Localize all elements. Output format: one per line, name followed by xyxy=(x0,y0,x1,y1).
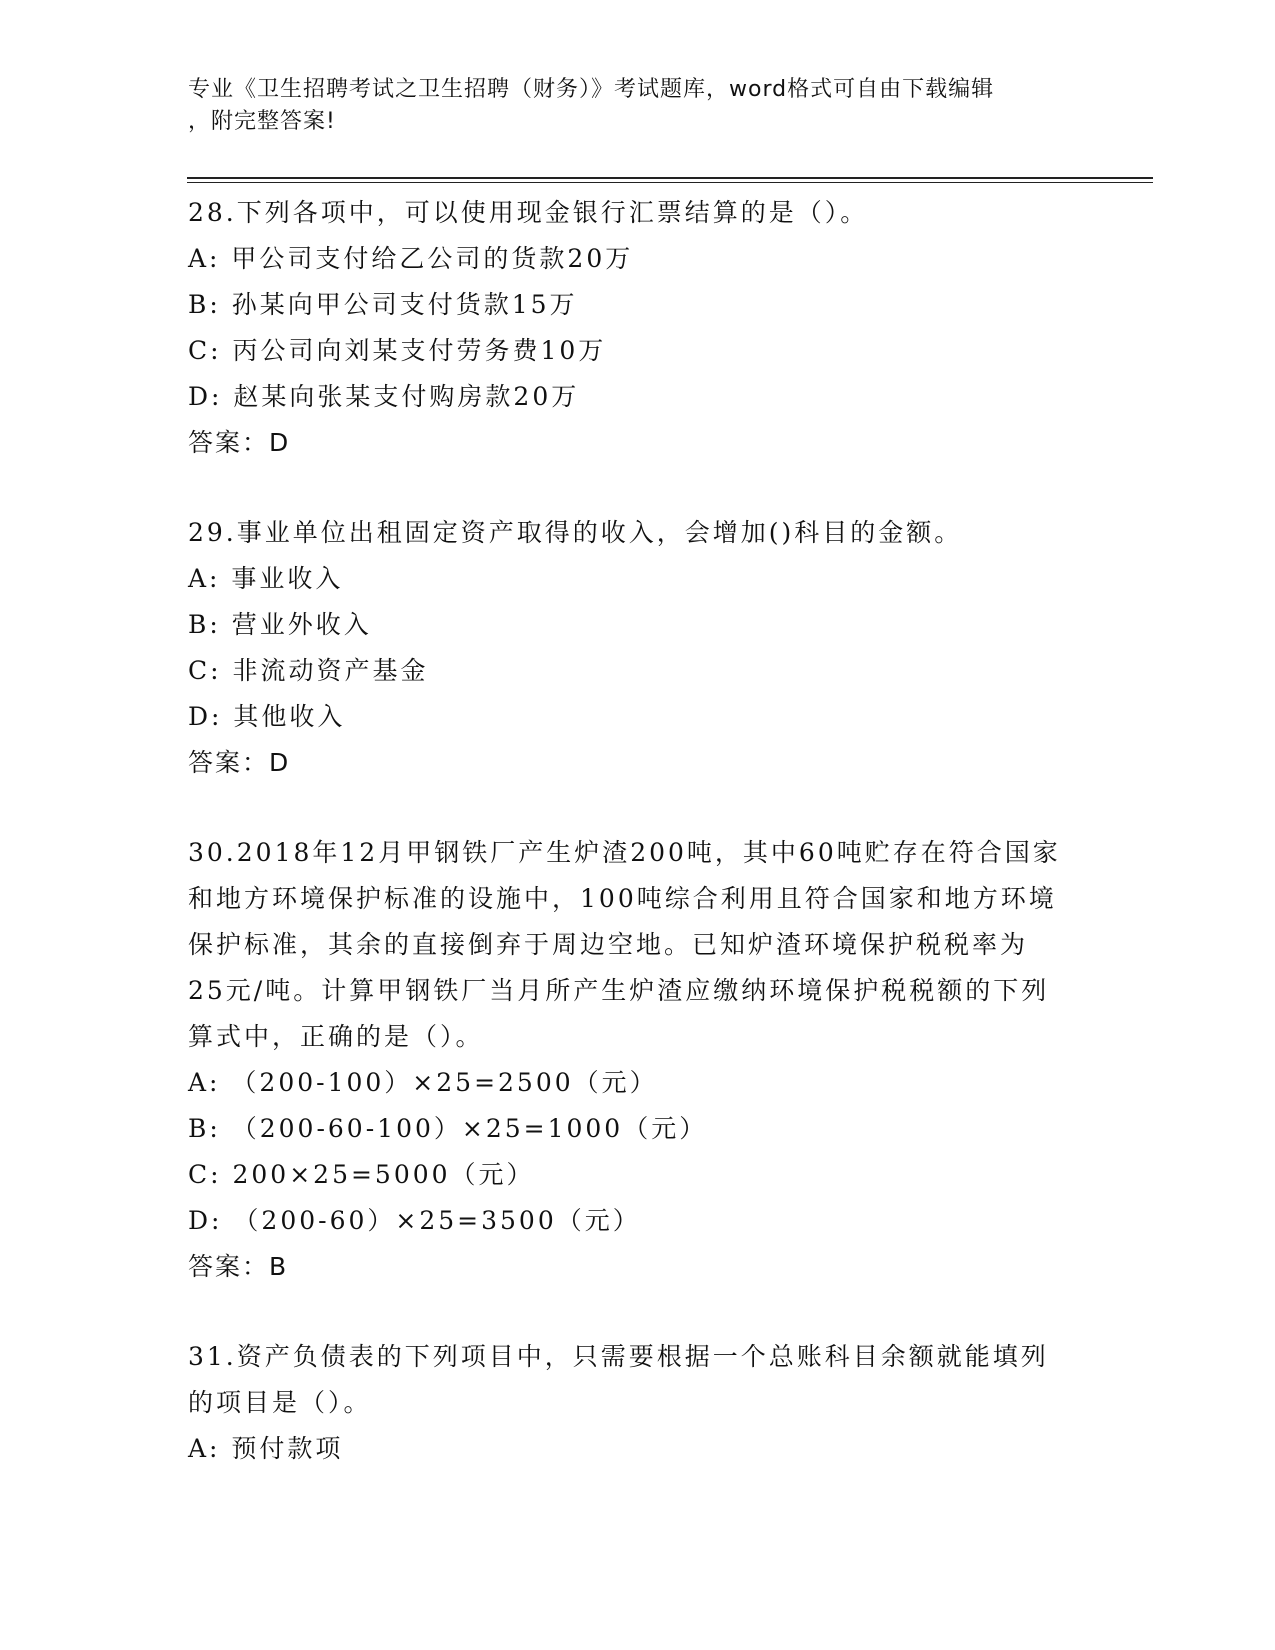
document-header xyxy=(188,74,1068,138)
option-d: D: 其他收入 xyxy=(188,702,346,731)
question-29 xyxy=(188,510,1088,786)
option-c: C: 丙公司向刘某支付劳务费10万 xyxy=(188,336,607,365)
option-c: C: 非流动资产基金 xyxy=(188,656,429,685)
spacer xyxy=(188,786,1088,830)
header-divider-thick xyxy=(187,177,1153,179)
question-31 xyxy=(188,1334,1088,1472)
spacer xyxy=(188,466,1088,510)
option-b: B: 孙某向甲公司支付货款15万 xyxy=(188,290,578,319)
option-a: A: 事业收入 xyxy=(188,564,344,593)
question-30 xyxy=(188,830,1088,1290)
question-stem-line-3: 保护标准，其余的直接倒弃于周边空地。已知炉渣环境保护税税率为 xyxy=(188,930,1029,959)
option-b: B: 营业外收入 xyxy=(188,610,372,639)
question-28 xyxy=(188,190,1088,466)
question-stem: 28.下列各项中，可以使用现金银行汇票结算的是（）。 xyxy=(188,198,869,227)
option-c: C: 200×25=5000（元） xyxy=(188,1160,535,1189)
header-line-2: ，附完整答案! xyxy=(188,109,336,134)
question-stem-line-1: 31.资产负债表的下列项目中，只需要根据一个总账科目余额就能填列 xyxy=(188,1342,1049,1371)
answer-label: 答案：D xyxy=(188,428,291,457)
question-stem: 29.事业单位出租固定资产取得的收入，会增加()科目的金额。 xyxy=(188,518,963,547)
header-line-1: 专业《卫生招聘考试之卫生招聘（财务）》考试题库，word格式可自由下载编辑 xyxy=(188,77,995,102)
header-divider-thin xyxy=(187,182,1153,183)
option-d: D: 赵某向张某支付购房款20万 xyxy=(188,382,580,411)
answer-label: 答案：B xyxy=(188,1252,289,1281)
question-stem-line-4: 25元/吨。计算甲钢铁厂当月所产生炉渣应缴纳环境保护税税额的下列 xyxy=(188,976,1050,1005)
option-a: A: 甲公司支付给乙公司的货款20万 xyxy=(188,244,634,273)
question-list xyxy=(188,190,1088,1472)
question-stem-line-1: 30.2018年12月甲钢铁厂产生炉渣200吨，其中60吨贮存在符合国家 xyxy=(188,838,1061,867)
option-a: A: （200-100）×25=2500（元） xyxy=(188,1068,658,1097)
option-b: B: （200-60-100）×25=1000（元） xyxy=(188,1114,708,1143)
question-stem-line-2: 和地方环境保护标准的设施中，100吨综合利用且符合国家和地方环境 xyxy=(188,884,1057,913)
question-stem-line-2: 的项目是（）。 xyxy=(188,1388,372,1417)
answer-label: 答案：D xyxy=(188,748,291,777)
option-a: A: 预付款项 xyxy=(188,1434,344,1463)
option-d: D: （200-60）×25=3500（元） xyxy=(188,1206,641,1235)
question-stem-line-5: 算式中，正确的是（）。 xyxy=(188,1022,484,1051)
spacer xyxy=(188,1290,1088,1334)
